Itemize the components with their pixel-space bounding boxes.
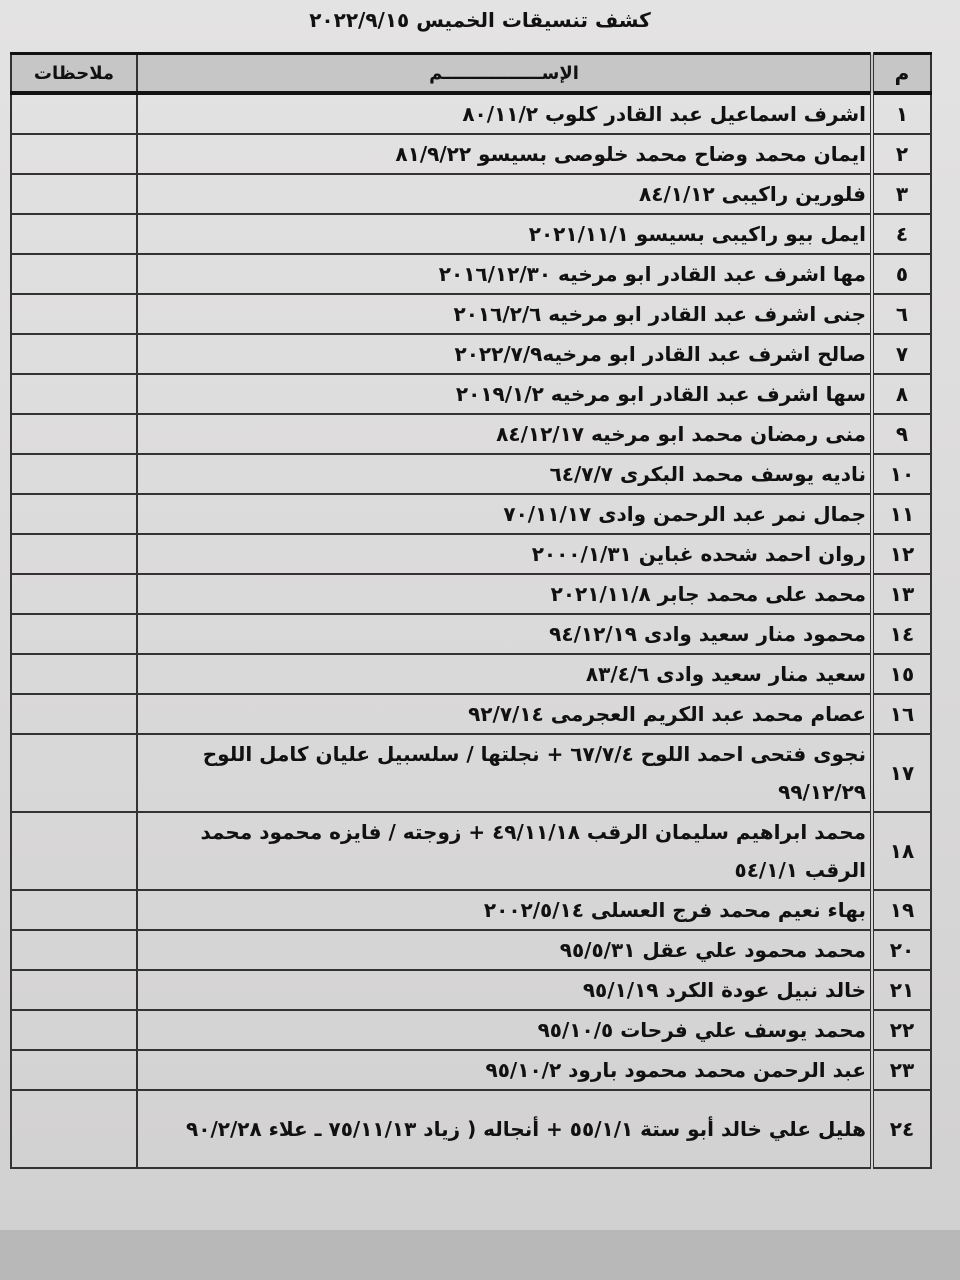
row-name: سعيد منار سعيد وادى ٨٣/٤/٦ [137, 654, 872, 694]
row-name: عبد الرحمن محمد محمود بارود ٩٥/١٠/٢ [137, 1050, 872, 1090]
row-number: ٢ [872, 134, 931, 174]
row-number: ١٧ [872, 734, 931, 812]
row-number: ٢٣ [872, 1050, 931, 1090]
header-number: م [872, 54, 931, 94]
row-number: ٣ [872, 174, 931, 214]
row-number: ١٥ [872, 654, 931, 694]
row-notes [11, 414, 137, 454]
row-notes [11, 574, 137, 614]
row-name: محمد على محمد جابر ٢٠٢١/١١/٨ [137, 574, 872, 614]
row-number: ٥ [872, 254, 931, 294]
table-row [11, 454, 931, 494]
table-row [11, 614, 931, 654]
row-number: ١٠ [872, 454, 931, 494]
table-row [11, 534, 931, 574]
row-number: ٤ [872, 214, 931, 254]
row-number: ١٢ [872, 534, 931, 574]
row-notes [11, 494, 137, 534]
row-name: مها اشرف عبد القادر ابو مرخيه ٢٠١٦/١٢/٣٠ [137, 254, 872, 294]
header-name: الإســــــــــــــــم [137, 54, 872, 94]
row-name: منى رمضان محمد ابو مرخيه ٨٤/١٢/١٧ [137, 414, 872, 454]
row-notes [11, 374, 137, 414]
row-notes [11, 93, 137, 134]
row-notes [11, 1090, 137, 1168]
row-name: بهاء نعيم محمد فرج العسلى ٢٠٠٢/٥/١٤ [137, 890, 872, 930]
table-row [11, 93, 931, 134]
table-row [11, 134, 931, 174]
table-row [11, 494, 931, 534]
row-name: صالح اشرف عبد القادر ابو مرخيه٢٠٢٢/٧/٩ [137, 334, 872, 374]
table-row [11, 812, 931, 890]
row-number: ٢٤ [872, 1090, 931, 1168]
table-row [11, 334, 931, 374]
row-notes [11, 134, 137, 174]
row-name: محمد محمود علي عقل ٩٥/٥/٣١ [137, 930, 872, 970]
table-row [11, 414, 931, 454]
row-number: ١٨ [872, 812, 931, 890]
row-number: ٦ [872, 294, 931, 334]
row-notes [11, 174, 137, 214]
names-table [10, 52, 932, 1169]
row-number: ١ [872, 93, 931, 134]
row-number: ١٩ [872, 890, 931, 930]
table-row [11, 694, 931, 734]
table-row [11, 970, 931, 1010]
row-number: ٢٢ [872, 1010, 931, 1050]
table-row [11, 254, 931, 294]
row-name: جمال نمر عبد الرحمن وادى ٧٠/١١/١٧ [137, 494, 872, 534]
header-notes: ملاحظات [11, 54, 137, 94]
row-number: ١٣ [872, 574, 931, 614]
row-name: هليل علي خالد أبو ستة ٥٥/١/١ + أنجاله ( زياد ٧٥/١١/١٣ ـ علاء ٩٠/٢/٢٨ [137, 1090, 872, 1168]
row-number: ٩ [872, 414, 931, 454]
row-notes [11, 1050, 137, 1090]
row-notes [11, 1010, 137, 1050]
row-notes [11, 334, 137, 374]
table-row [11, 734, 931, 812]
row-name: محمد ابراهيم سليمان الرقب ٤٩/١١/١٨ + زوجته / فايزه محمود محمد الرقب ٥٤/١/١ [137, 812, 872, 890]
row-name: محمد يوسف علي فرحات ٩٥/١٠/٥ [137, 1010, 872, 1050]
row-name: ناديه يوسف محمد البكرى ٦٤/٧/٧ [137, 454, 872, 494]
row-name: روان احمد شحده غباين ٢٠٠٠/١/٣١ [137, 534, 872, 574]
table-row [11, 930, 931, 970]
row-name: ايمان محمد وضاح محمد خلوصى بسيسو ٨١/٩/٢٢ [137, 134, 872, 174]
row-notes [11, 654, 137, 694]
row-notes [11, 454, 137, 494]
row-notes [11, 254, 137, 294]
row-name: نجوى فتحى احمد اللوح ٦٧/٧/٤ + نجلتها / سلسبيل عليان كامل اللوح ٩٩/١٢/٢٩ [137, 734, 872, 812]
row-name: ايمل بيو راكيبى بسيسو ٢٠٢١/١١/١ [137, 214, 872, 254]
row-number: ٧ [872, 334, 931, 374]
row-name: محمود منار سعيد وادى ٩٤/١٢/١٩ [137, 614, 872, 654]
row-name: جنى اشرف عبد القادر ابو مرخيه ٢٠١٦/٢/٦ [137, 294, 872, 334]
row-notes [11, 890, 137, 930]
row-number: ٢١ [872, 970, 931, 1010]
row-name: سها اشرف عبد القادر ابو مرخيه ٢٠١٩/١/٢ [137, 374, 872, 414]
row-notes [11, 614, 137, 654]
table-row [11, 1010, 931, 1050]
document-title: كشف تنسيقات الخميس ٢٠٢٢/٩/١٥ [309, 8, 651, 32]
row-name: خالد نبيل عودة الكرد ٩٥/١/١٩ [137, 970, 872, 1010]
table-row [11, 890, 931, 930]
table-row [11, 214, 931, 254]
row-notes [11, 812, 137, 890]
row-name: عصام محمد عبد الكريم العجرمى ٩٢/٧/١٤ [137, 694, 872, 734]
row-number: ١١ [872, 494, 931, 534]
row-notes [11, 694, 137, 734]
table-row [11, 654, 931, 694]
row-number: ٢٠ [872, 930, 931, 970]
row-notes [11, 214, 137, 254]
row-name: فلورين راكيبى ٨٤/١/١٢ [137, 174, 872, 214]
row-name: اشرف اسماعيل عبد القادر كلوب ٨٠/١١/٢ [137, 93, 872, 134]
table-row [11, 1050, 931, 1090]
table-header-row [11, 54, 931, 94]
table-row [11, 1090, 931, 1168]
row-notes [11, 294, 137, 334]
row-notes [11, 970, 137, 1010]
row-number: ١٤ [872, 614, 931, 654]
table-row [11, 174, 931, 214]
row-number: ٨ [872, 374, 931, 414]
table-row [11, 374, 931, 414]
row-number: ١٦ [872, 694, 931, 734]
row-notes [11, 734, 137, 812]
row-notes [11, 534, 137, 574]
table-row [11, 294, 931, 334]
table-row [11, 574, 931, 614]
row-notes [11, 930, 137, 970]
surface-below-page [0, 1230, 960, 1280]
